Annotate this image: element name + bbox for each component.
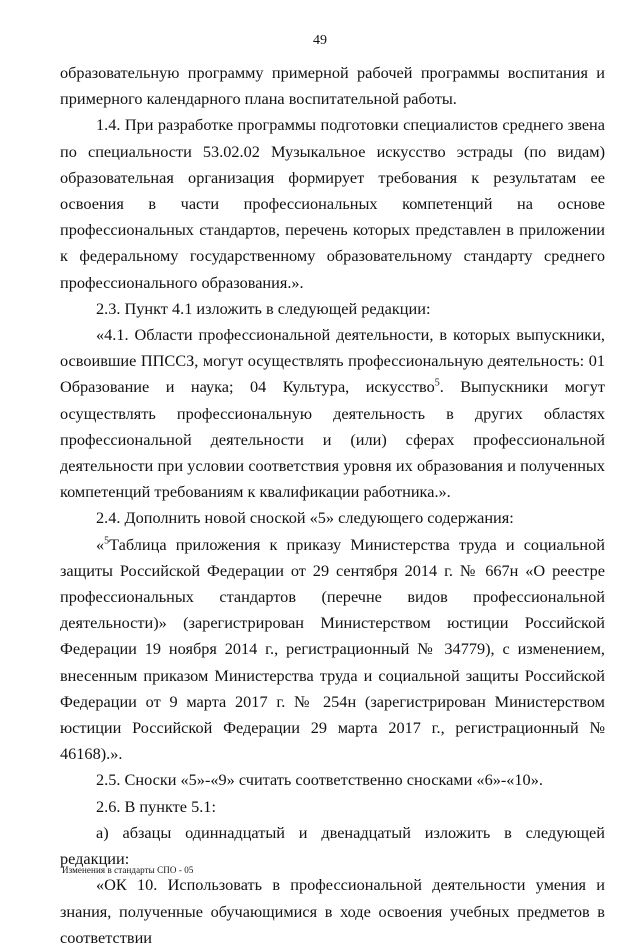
- paragraph-2-4: 2.4. Дополнить новой сноской «5» следующего содержания:: [96, 508, 514, 528]
- paragraph-4-1-part2: . Выпускники могут осуществлять профессиональную деятельность в других областях профессиональной деятельности и (или) сферах профессиональной деятельности при условии соответствия уровня их образования и полученных компетенций требованиям к квалификации работника.».: [60, 377, 605, 502]
- paragraph-ok-10: «ОК 10. Использовать в профессиональной деятельности умения и знания, полученные обучающимися в ходе освоения учебных предметов в соответствии: [60, 875, 605, 947]
- paragraph-2-6: 2.6. В пункте 5.1:: [96, 796, 216, 816]
- page-footer: Изменения в стандарты СПО - 05: [62, 865, 194, 875]
- paragraph-1-4: 1.4. При разработке программы подготовки специалистов среднего звена по специальности 53.02.02 Музыкальное искусство эстрады (по видам) образовательная организация формирует требования к результатам ее освоения в части профессиональных компетенций на основе профессиональных стандартов, перечень которых представлен в приложении к федеральному государственному образовательному стандарту среднего профессионального образования.».: [60, 115, 605, 292]
- footnote-open-quote: «: [96, 534, 105, 554]
- paragraph-4-1: [60, 322, 605, 505]
- paragraph-continuation: образовательную программу примерной рабочей программы воспитания и примерного календарного плана воспитательной работы.: [60, 63, 605, 109]
- footnote-mark-5: 5: [104, 535, 110, 547]
- paragraph-item-a: а) абзацы одиннадцатый и двенадцатый изложить в следующей редакции:: [60, 822, 605, 869]
- footnote-text: Таблица приложения к приказу Министерства труда и социальной защиты Российской Федерации от 29 сентября 2014 г. № 667н «О реестре профессиональных стандартов (перечне видов профессиональной деятельности)» (зарегистрирован Министерством юстиции Российской Федерации 19 ноября 2014 г., регистрационный № 34779), с изменением, внесенным приказом Министерства труда и социальной защиты Российской Федерации от 9 марта 2017 г. № 254н (зарегистрирован Министерством юстиции Российской Федерации 29 марта 2017 г., регистрационный № 46168).».: [60, 534, 605, 764]
- paragraph-2-5: 2.5. Сноски «5»-«9» считать соответственно сносками «6»-«10».: [96, 770, 543, 790]
- footnote-ref-5: 5: [434, 378, 440, 390]
- document-body: [60, 60, 605, 951]
- paragraph-2-3: 2.3. Пункт 4.1 изложить в следующей редакции:: [96, 298, 431, 318]
- paragraph-footnote-5: [60, 532, 605, 768]
- paragraph-4-1-part1: «4.1. Области профессиональной деятельности, в которых выпускники, освоившие ППССЗ, могут осуществлять профессиональную деятельность: 01 Образование и наука; 04 Культура, искусство: [60, 325, 605, 397]
- page-number: 49: [313, 33, 327, 48]
